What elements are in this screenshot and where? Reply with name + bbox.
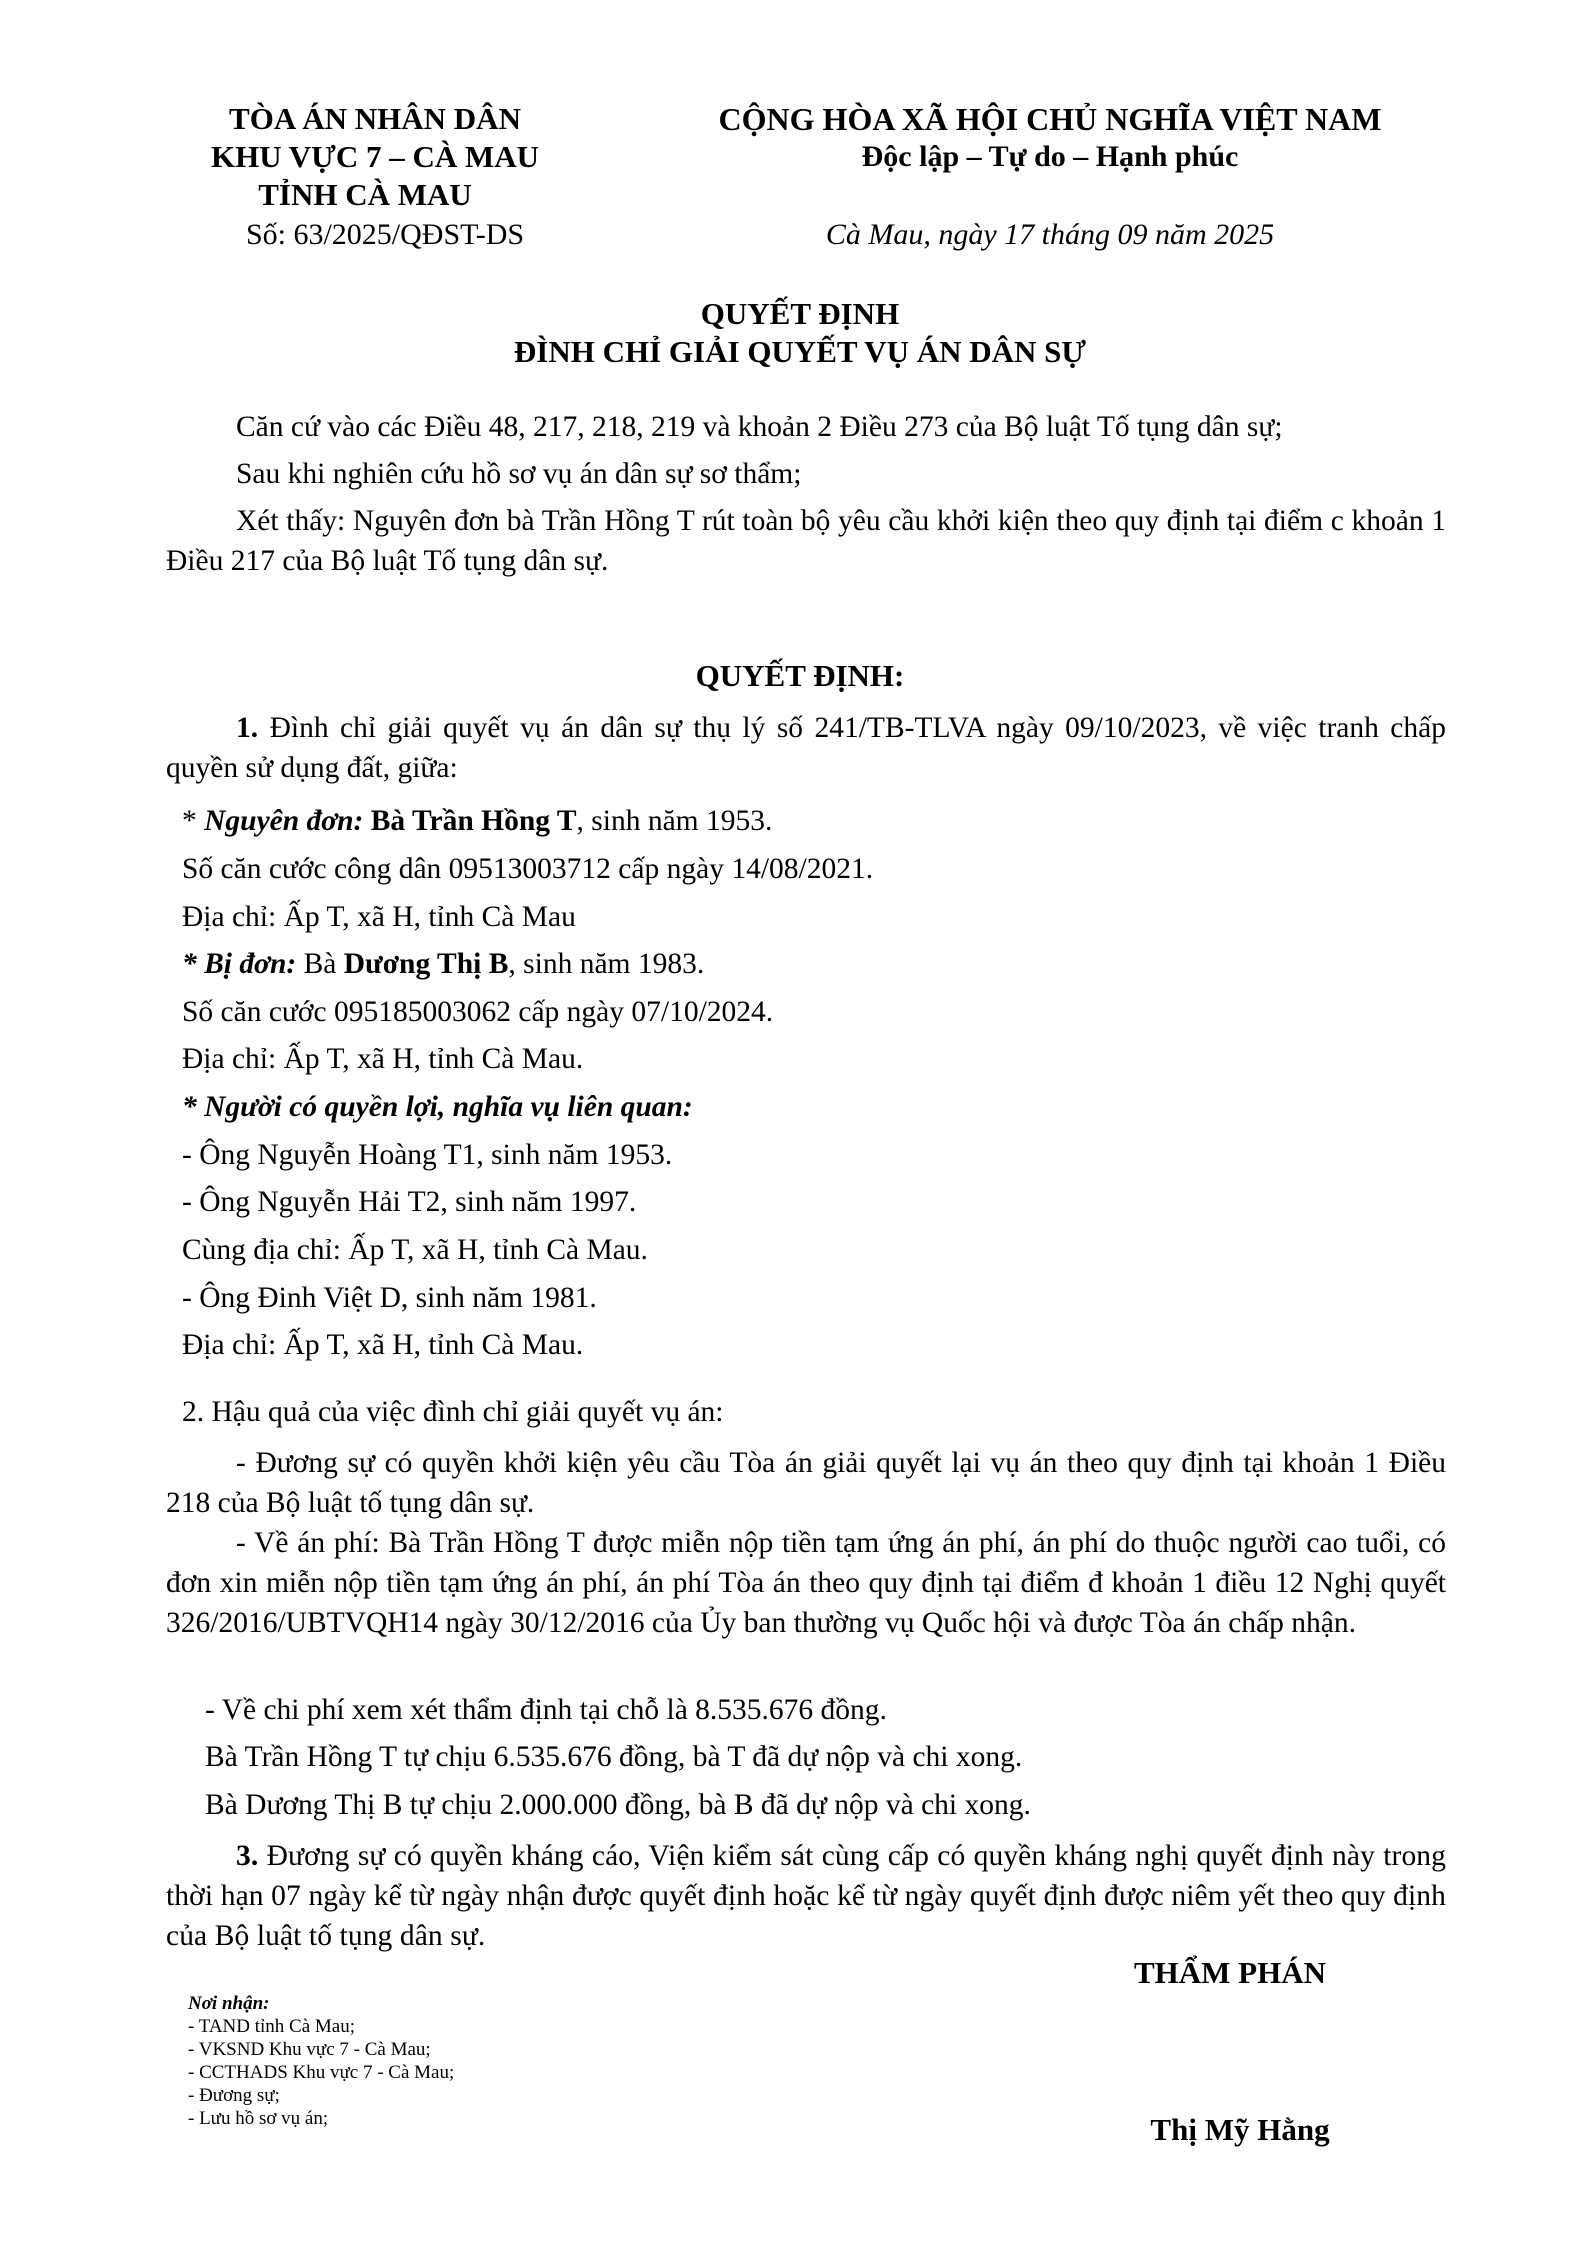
place-date: Cà Mau, ngày 17 tháng 09 năm 2025 (825, 218, 1275, 251)
section-2-body (166, 1443, 1446, 1643)
plaintiff-label: Nguyên đơn: (204, 805, 364, 837)
related-party-line: Cùng địa chỉ: Ấp T, xã H, tỉnh Cà Mau. (182, 1234, 648, 1266)
court-name-line1: TÒA ÁN NHÂN DÂN (229, 101, 521, 136)
inspection-cost-defendant: Bà Dương Thị B tự chịu 2.000.000 đồng, bà B đã dự nộp và chi xong. (205, 1789, 1031, 1821)
preamble-finding: Xét thấy: Nguyên đơn bà Trần Hồng T rút toàn bộ yêu cầu khởi kiện theo quy định tại điểm c khoản 1 Điều 217 của Bộ luật Tố tụng dân sự. (166, 505, 1446, 577)
defendant-title: Bà (296, 948, 344, 980)
inspection-cost-plaintiff: Bà Trần Hồng T tự chịu 6.535.676 đồng, bà T đã dự nộp và chi xong. (205, 1741, 1023, 1773)
section-1-text (166, 708, 1446, 788)
preamble-legal-basis: Căn cứ vào các Điều 48, 217, 218, 219 và khoản 2 Điều 273 của Bộ luật Tố tụng dân sự; (236, 411, 1283, 443)
court-name-line2: KHU VỰC 7 – CÀ MAU (210, 139, 540, 174)
national-header (660, 100, 1440, 176)
preamble (166, 407, 1446, 581)
recipient-item: - CCTHADS Khu vực 7 - Cà Mau; (188, 2062, 455, 2083)
related-parties-label: * Người có quyền lợi, nghĩa vụ liên quan: (182, 1091, 693, 1123)
title-line2: ĐÌNH CHỈ GIẢI QUYẾT VỤ ÁN DÂN SỰ (513, 334, 1087, 369)
defendant-id: Số căn cước 095185003062 cấp ngày 07/10/2024. (182, 996, 774, 1028)
recipient-item: - VKSND Khu vực 7 - Cà Mau; (188, 2039, 431, 2060)
section-2-heading: 2. Hậu quả của việc đình chỉ giải quyết vụ án: (182, 1396, 724, 1428)
section-3-number: 3. (236, 1840, 259, 1872)
section-2-refile-right: - Đương sự có quyền khởi kiện yêu cầu Tòa án giải quyết lại vụ án theo quy định tại khoản 1 Điều 218 của Bộ luật tố tụng dân sự. (166, 1447, 1446, 1519)
plaintiff-address: Địa chỉ: Ấp T, xã H, tỉnh Cà Mau (182, 901, 576, 933)
section-1-number: 1. (236, 712, 259, 744)
plaintiff-line (182, 805, 1446, 838)
section-1 (166, 708, 1446, 788)
related-party-line: - Ông Nguyễn Hoàng T1, sinh năm 1953. (182, 1139, 673, 1171)
defendant-name: Dương Thị B (343, 948, 509, 980)
decision-heading: QUYẾT ĐỊNH: (695, 658, 905, 693)
court-header (150, 100, 600, 214)
preamble-review: Sau khi nghiên cứu hồ sơ vụ án dân sự sơ thẩm; (236, 458, 802, 490)
recipient-item: - TAND tỉnh Cà Mau; (188, 2016, 356, 2037)
recipient-item: - Lưu hồ sơ vụ án; (188, 2108, 329, 2129)
recipients-label: Nơi nhận: (188, 1993, 270, 2014)
defendant-address: Địa chỉ: Ấp T, xã H, tỉnh Cà Mau. (182, 1043, 584, 1075)
defendant-birth: , sinh năm 1983. (508, 948, 705, 980)
national-title: CỘNG HÒA XÃ HỘI CHỦ NGHĨA VIỆT NAM (718, 101, 1382, 137)
defendant-line (182, 948, 1446, 981)
document-number: Số: 63/2025/QĐST-DS (245, 218, 525, 251)
related-party-line: - Ông Nguyễn Hải T2, sinh năm 1997. (182, 1186, 637, 1218)
plaintiff-name: Bà Trần Hồng T (363, 805, 577, 837)
plaintiff-bullet: * (182, 805, 205, 837)
court-name-line3: TỈNH CÀ MAU (258, 177, 472, 212)
defendant-label: * Bị đơn: (182, 948, 297, 980)
section-1-body: Đình chỉ giải quyết vụ án dân sự thụ lý số 241/TB-TLVA ngày 09/10/2023, về việc tranh chấp quyền sử dụng đất, giữa: (166, 712, 1446, 784)
title-line1: QUYẾT ĐỊNH (700, 296, 900, 331)
related-party-line: - Ông Đinh Việt D, sinh năm 1981. (182, 1282, 597, 1314)
section-3 (166, 1836, 1446, 1956)
signature-title: THẨM PHÁN (1133, 1955, 1326, 1990)
signature-name: Thị Mỹ Hằng (1150, 2112, 1330, 2147)
related-party-line: Địa chỉ: Ấp T, xã H, tỉnh Cà Mau. (182, 1329, 584, 1361)
recipient-item: - Đương sự; (188, 2085, 280, 2106)
document-title (150, 295, 1450, 371)
national-motto: Độc lập – Tự do – Hạnh phúc (861, 140, 1239, 173)
inspection-cost: - Về chi phí xem xét thẩm định tại chỗ là 8.535.676 đồng. (205, 1694, 887, 1726)
section-3-body: Đương sự có quyền kháng cáo, Viện kiểm sát cùng cấp có quyền kháng nghị quyết định này trong thời hạn 07 ngày kể từ ngày nhận được quyết định hoặc kể từ ngày quyết định được niêm yết theo quy định của Bộ luật tố tụng dân sự. (166, 1840, 1446, 1952)
plaintiff-id: Số căn cước công dân 09513003712 cấp ngày 14/08/2021. (182, 853, 874, 885)
recipients-block (188, 1992, 688, 2130)
section-2-court-fee: - Về án phí: Bà Trần Hồng T được miễn nộp tiền tạm ứng án phí, án phí do thuộc người cao tuổi, có đơn xin miễn nộp tiền tạm ứng án phí, án phí Tòa án theo quy định tại điểm đ khoản 1 điều 12 Nghị quyết 326/2016/UBTVQH14 ngày 30/12/2016 của Ủy ban thường vụ Quốc hội và được Tòa án chấp nhận. (166, 1527, 1446, 1639)
plaintiff-birth: , sinh năm 1953. (576, 805, 773, 837)
section-3-text (166, 1836, 1446, 1956)
